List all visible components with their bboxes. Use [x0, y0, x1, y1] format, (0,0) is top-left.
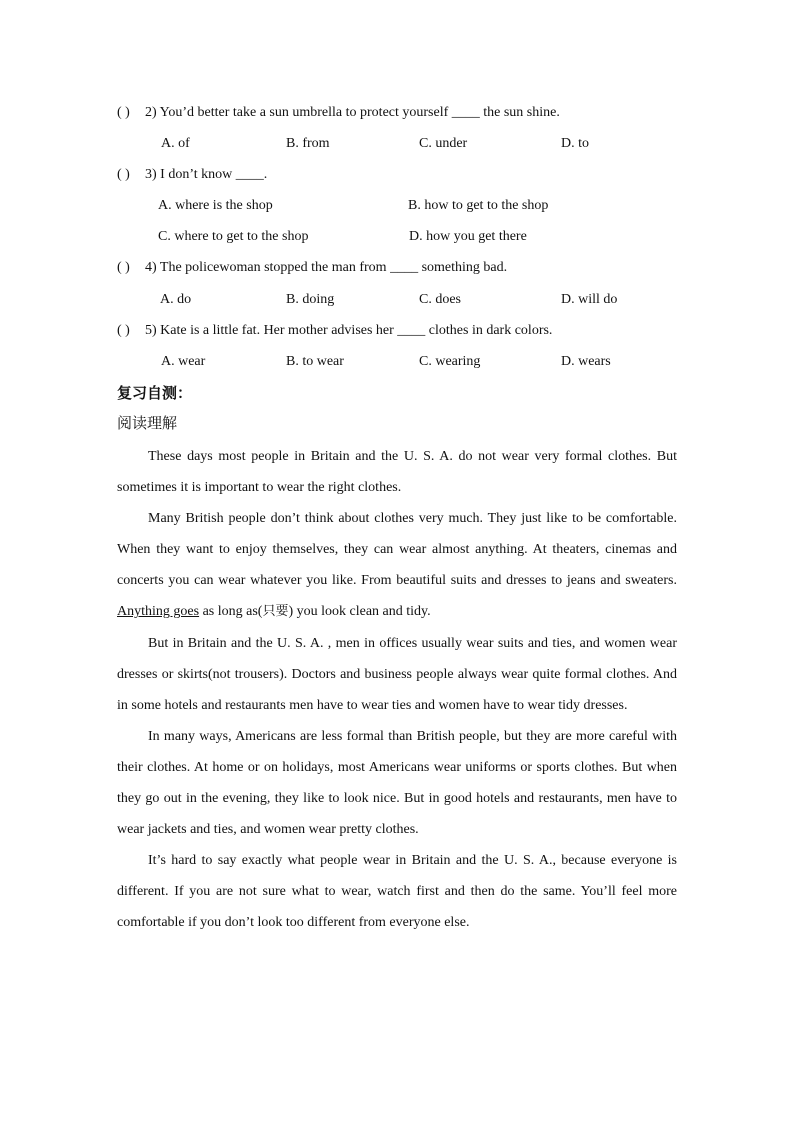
passage-paragraph-2	[117, 503, 677, 627]
option-b: B. how to get to the shop	[408, 198, 549, 213]
question-stem: 5) Kate is a little fat. Her mother advises her ____ clothes in dark colors.	[145, 323, 553, 338]
option-d: D. to	[561, 136, 589, 151]
question-stem: 2) You’d better take a sun umbrella to protect yourself ____ the sun shine.	[145, 105, 560, 120]
option-a: A. wear	[161, 354, 206, 369]
chinese-gloss: 只要	[262, 604, 289, 620]
passage-paragraph-3: But in Britain and the U. S. A. , men in offices usually wear suits and ties, and women wear dresses or skirts(not trousers). Doctors and business people always wear quite formal clothes. And in some hotels and restaurants men have to wear ties and women have to wear tidy dresses.	[117, 635, 677, 713]
option-c: C. under	[419, 136, 468, 151]
question-3	[117, 165, 677, 185]
option-c: C. where to get to the shop	[158, 229, 309, 244]
question-stem: 3) I don’t know ____.	[145, 167, 268, 182]
option-a: A. do	[160, 292, 192, 307]
option-d: D. how you get there	[409, 229, 527, 244]
passage-paragraph-1: These days most people in Britain and the U. S. A. do not wear very formal clothes. But sometimes it is important to wear the right clothes.	[117, 449, 677, 496]
option-b: B. from	[286, 136, 330, 151]
section-title: 复习自测：	[117, 384, 193, 402]
underlined-phrase: Anything goes	[117, 604, 200, 620]
question-5	[117, 321, 677, 341]
question-4	[117, 258, 677, 278]
passage-text: as long as(	[199, 604, 263, 620]
option-b: B. doing	[286, 292, 335, 307]
answer-blank[interactable]: ( )	[117, 260, 130, 275]
reading-passage	[117, 441, 677, 939]
passage-text: ) you look clean and tidy.	[288, 604, 431, 620]
answer-blank[interactable]: ( )	[117, 105, 130, 120]
answer-blank[interactable]: ( )	[117, 167, 130, 182]
option-a: A. of	[161, 136, 190, 151]
answer-blank[interactable]: ( )	[117, 323, 130, 338]
option-d: D. will do	[561, 292, 618, 307]
option-c: C. does	[419, 292, 461, 307]
option-d: D. wears	[561, 354, 611, 369]
question-2	[117, 103, 677, 123]
option-c: C. wearing	[419, 354, 481, 369]
question-stem: 4) The policewoman stopped the man from ____ something bad.	[145, 260, 508, 275]
passage-paragraph-4: In many ways, Americans are less formal than British people, but they are more careful with their clothes. At home or on holidays, most Americans wear uniforms or sports clothes. But when they go out in the evening, they like to look nice. But in good hotels and restaurants, men have to wear jackets and ties, and women wear pretty clothes.	[117, 728, 677, 838]
passage-text: Many British people don’t think about clothes very much. They just like to be comfortable. When they want to enjoy themselves, they can wear almost anything. At theaters, cinemas and concerts you can wear whatever you like. From beautiful suits and dresses to jeans and sweaters.	[117, 511, 677, 589]
option-b: B. to wear	[286, 354, 344, 369]
option-a: A. where is the shop	[158, 198, 273, 213]
passage-paragraph-5: It’s hard to say exactly what people wear in Britain and the U. S. A., because everyone is different. If you are not sure what to wear, watch first and then do the same. You’ll feel more comfortable if you don’t look too different from everyone else.	[117, 853, 677, 931]
section-subtitle: 阅读理解	[117, 414, 178, 432]
